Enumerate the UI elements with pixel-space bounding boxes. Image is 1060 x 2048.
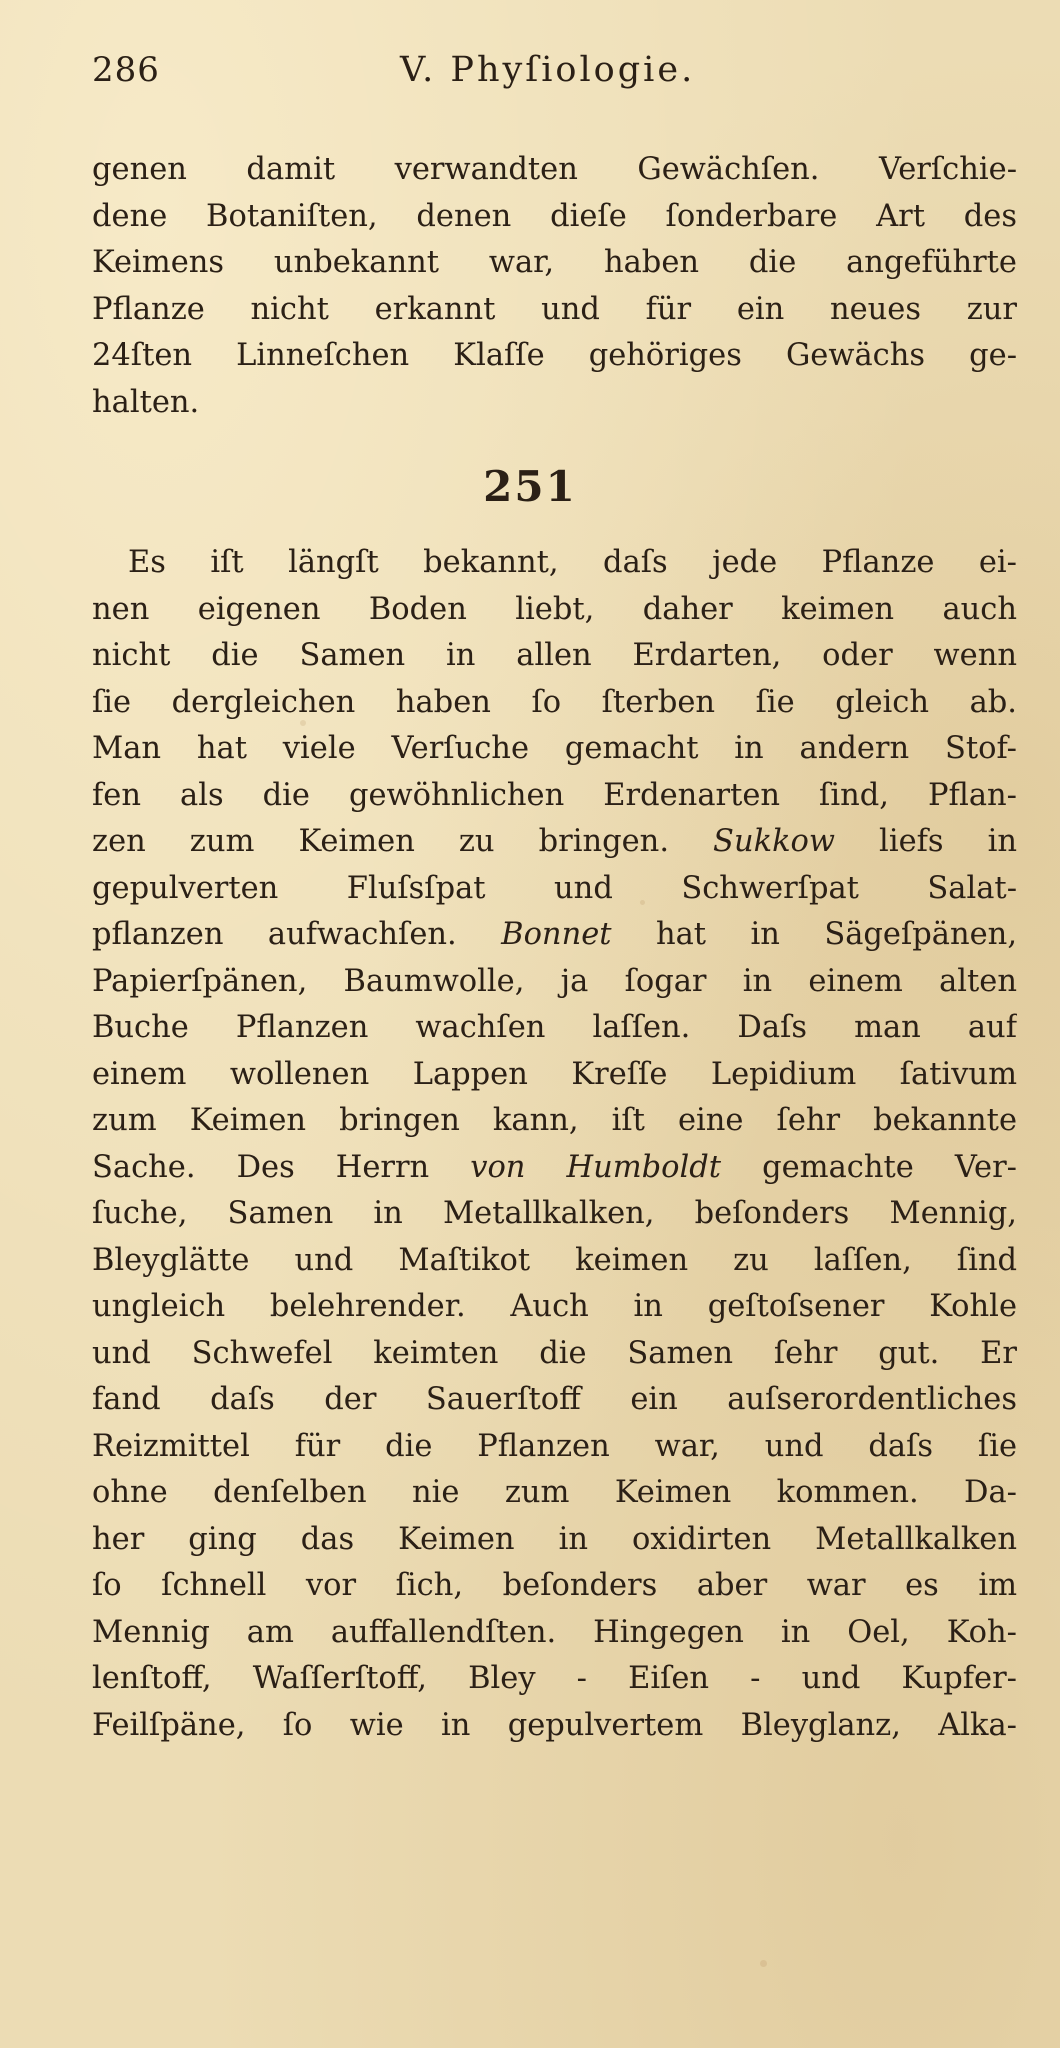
text-line: her ging das Keimen in oxidirten Metallkalken xyxy=(92,1521,1017,1557)
text-segment: gemachte Ver- xyxy=(721,1149,1017,1185)
running-head xyxy=(92,50,1022,100)
text-line: Man hat viele Verſuche gemacht in andern Stof- xyxy=(92,731,1017,766)
paragraph-251 xyxy=(92,540,1017,1749)
text-line xyxy=(92,912,1017,959)
text-segment: liefs in xyxy=(835,824,1017,859)
text-line: nen eigenen Boden liebt, daher keimen auch xyxy=(92,591,1017,627)
text-line xyxy=(92,819,1017,866)
author-name: von Humboldt xyxy=(470,1149,722,1185)
chapter-title: V. Phyſiologie. xyxy=(400,50,696,90)
text-segment: hat in Sägeſpänen, xyxy=(611,917,1017,952)
text-line: Bleyglätte und Maſtikot keimen zu laſſen, ſind xyxy=(92,1242,1017,1278)
author-name: Bonnet xyxy=(501,917,612,952)
text-line: dene Botaniſten, denen dieſe ſonderbare Art des xyxy=(92,198,1017,234)
paragraph-continued xyxy=(92,147,1017,426)
text-line: ſuche, Samen in Metallkalken, beſonders Mennig, xyxy=(92,1196,1017,1231)
page-number: 286 xyxy=(92,50,160,90)
text-line: Pflanze nicht erkannt und für ein neues zur xyxy=(92,291,1017,327)
text-line xyxy=(92,1145,1017,1192)
text-line: ſo ſchnell vor ſich, beſonders aber war es im xyxy=(92,1568,1017,1603)
text-line: und Schwefel keimten die Samen ſehr gut. Er xyxy=(92,1335,1017,1371)
author-name: Sukkow xyxy=(713,824,836,859)
section-number: 251 xyxy=(483,462,577,511)
text-line: Papierſpänen, Baumwolle, ja ſogar in einem alten xyxy=(92,963,1017,999)
text-line: halten. xyxy=(92,384,200,420)
text-line: ohne denſelben nie zum Keimen kommen. Da- xyxy=(92,1475,1017,1510)
text-line: lenſtoff, Waſſerſtoff, Bley - Eiſen - und Kupfer- xyxy=(92,1661,1017,1696)
text-line: gepulverten Fluſsſpat und Schwerſpat Salat- xyxy=(92,870,1017,906)
text-line: Reizmittel für die Pflanzen war, und daſs ſie xyxy=(92,1428,1017,1464)
text-line: fand daſs der Sauerſtoff ein auſserordentliches xyxy=(92,1382,1017,1417)
text-line: Es iſt längſt bekannt, daſs jede Pflanze ei- xyxy=(128,545,1017,580)
text-segment: Sache. Des Herrn xyxy=(92,1149,471,1185)
text-line: ſie dergleichen haben ſo ſterben ſie gleich ab. xyxy=(92,684,1017,720)
text-line: 24ſten Linneſchen Klaſſe gehöriges Gewächs ge- xyxy=(92,338,1017,373)
text-line: genen damit verwandten Gewächſen. Verſchie- xyxy=(92,152,1017,187)
text-line: einem wollenen Lappen Kreſſe Lepidium ſativum xyxy=(92,1056,1017,1092)
text-line: nicht die Samen in allen Erdarten, oder wenn xyxy=(92,638,1017,673)
text-segment: pflanzen aufwachſen. xyxy=(92,917,502,952)
text-line: ungleich belehrender. Auch in geſtoſsener Kohle xyxy=(92,1289,1017,1324)
paper-spot xyxy=(760,1960,767,1967)
text-line: fen als die gewöhnlichen Erdenarten ſind, Pflan- xyxy=(92,777,1017,813)
text-segment: zen zum Keimen zu bringen. xyxy=(92,824,714,859)
text-line: Keimens unbekannt war, haben die angeführte xyxy=(92,245,1017,280)
text-line: Feilſpäne, ſo wie in gepulvertem Bleyglanz, Alka- xyxy=(92,1707,1017,1743)
text-line: Mennig am auffallendſten. Hingegen in Oel, Koh- xyxy=(92,1614,1017,1650)
text-line: Buche Pflanzen wachſen laſſen. Daſs man auf xyxy=(92,1010,1017,1045)
text-line: zum Keimen bringen kann, iſt eine ſehr bekannte xyxy=(92,1103,1017,1138)
